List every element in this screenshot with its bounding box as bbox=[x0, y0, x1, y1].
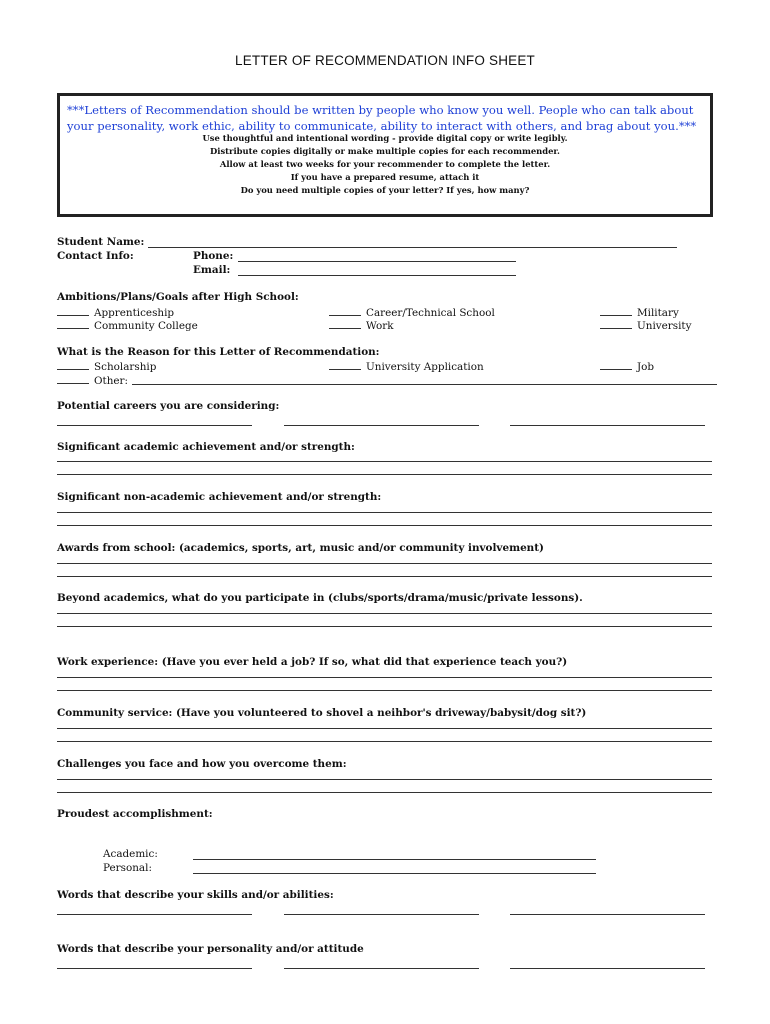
career-field[interactable] bbox=[510, 425, 705, 426]
student-name-label: Student Name: bbox=[57, 236, 145, 248]
phone-label: Phone: bbox=[193, 250, 234, 262]
career-field[interactable] bbox=[57, 425, 252, 426]
option-university[interactable] bbox=[600, 318, 691, 333]
check-blank[interactable] bbox=[57, 318, 89, 329]
answer-line[interactable] bbox=[57, 474, 712, 475]
answer-line[interactable] bbox=[57, 563, 712, 564]
instruction-line: Distribute copies digitally or make multiple copies for each recommender. bbox=[210, 146, 560, 156]
answer-line[interactable] bbox=[57, 626, 712, 627]
personality-field[interactable] bbox=[510, 968, 705, 969]
option-label: University bbox=[637, 320, 692, 332]
option-label: Job bbox=[637, 361, 655, 373]
option-label: Scholarship bbox=[94, 361, 157, 373]
option-label: University Application bbox=[366, 361, 484, 373]
instruction-line: Use thoughtful and intentional wording - provide digital copy or write legibly. bbox=[202, 133, 568, 143]
option-label: Other: bbox=[94, 375, 129, 387]
personality-field[interactable] bbox=[57, 968, 252, 969]
section-awards-heading: Awards from school: (academics, sports, art, music and/or community involvement) bbox=[57, 542, 544, 554]
personality-field[interactable] bbox=[284, 968, 479, 969]
skills-field[interactable] bbox=[510, 914, 705, 915]
career-field[interactable] bbox=[284, 425, 479, 426]
email-field[interactable] bbox=[238, 275, 516, 276]
answer-line[interactable] bbox=[57, 461, 712, 462]
check-blank[interactable] bbox=[600, 305, 632, 316]
answer-line[interactable] bbox=[57, 677, 712, 678]
section-community-heading: Community service: (Have you volunteered to shovel a neihbor's driveway/babysit/dog sit?) bbox=[57, 707, 587, 719]
skills-field[interactable] bbox=[284, 914, 479, 915]
email-label: Email: bbox=[193, 264, 231, 276]
answer-line[interactable] bbox=[57, 576, 712, 577]
student-name-field[interactable] bbox=[148, 247, 677, 248]
answer-line[interactable] bbox=[57, 779, 712, 780]
personal-accomplishment-field[interactable] bbox=[193, 873, 596, 874]
instruction-line: Do you need multiple copies of your letter? If yes, how many? bbox=[240, 185, 530, 195]
answer-line[interactable] bbox=[57, 792, 712, 793]
skills-field[interactable] bbox=[57, 914, 252, 915]
option-scholarship[interactable] bbox=[57, 359, 156, 374]
ambitions-heading: Ambitions/Plans/Goals after High School: bbox=[57, 291, 299, 303]
instruction-line: If you have a prepared resume, attach it bbox=[290, 172, 480, 182]
check-blank[interactable] bbox=[57, 305, 89, 316]
option-work[interactable] bbox=[329, 318, 394, 333]
contact-info-label: Contact Info: bbox=[57, 250, 134, 262]
check-blank[interactable] bbox=[57, 373, 89, 384]
page-title: LETTER OF RECOMMENDATION INFO SHEET bbox=[234, 53, 535, 68]
answer-line[interactable] bbox=[57, 690, 712, 691]
notice-intro: ***Letters of Recommendation should be written by people who know you well. People who can talk about your personality, work ethic, ability to communicate, ability to interact with others, and brag about you.*** bbox=[67, 103, 697, 133]
instruction-line: Allow at least two weeks for your recommender to complete the letter. bbox=[219, 159, 551, 169]
option-label: Career/Technical School bbox=[366, 307, 495, 319]
phone-field[interactable] bbox=[238, 261, 516, 262]
check-blank[interactable] bbox=[329, 318, 361, 329]
other-reason-field[interactable] bbox=[132, 384, 717, 385]
answer-line[interactable] bbox=[57, 728, 712, 729]
check-blank[interactable] bbox=[329, 305, 361, 316]
option-community-college[interactable] bbox=[57, 318, 198, 333]
answer-line[interactable] bbox=[57, 613, 712, 614]
personality-heading: Words that describe your personality and/or attitude bbox=[57, 943, 364, 955]
answer-line[interactable] bbox=[57, 525, 712, 526]
option-label: Military bbox=[637, 307, 679, 319]
option-label: Apprenticeship bbox=[94, 307, 175, 319]
notice-box bbox=[57, 93, 713, 217]
option-label: Community College bbox=[94, 320, 198, 332]
academic-label: Academic: bbox=[103, 848, 158, 860]
option-other[interactable] bbox=[57, 373, 128, 388]
careers-heading: Potential careers you are considering: bbox=[57, 400, 280, 412]
check-blank[interactable] bbox=[600, 359, 632, 370]
section-work-heading: Work experience: (Have you ever held a job? If so, what did that experience teach you?) bbox=[57, 656, 568, 668]
reason-heading: What is the Reason for this Letter of Recommendation: bbox=[57, 346, 380, 358]
option-university-application[interactable] bbox=[329, 359, 484, 374]
section-academic-heading: Significant academic achievement and/or strength: bbox=[57, 441, 355, 453]
proudest-heading: Proudest accomplishment: bbox=[57, 808, 213, 820]
check-blank[interactable] bbox=[57, 359, 89, 370]
section-non-academic-heading: Significant non-academic achievement and/or strength: bbox=[57, 491, 382, 503]
option-job[interactable] bbox=[600, 359, 654, 374]
section-activities-heading: Beyond academics, what do you participate in (clubs/sports/drama/music/private lessons). bbox=[57, 592, 583, 604]
check-blank[interactable] bbox=[600, 318, 632, 329]
answer-line[interactable] bbox=[57, 741, 712, 742]
skills-heading: Words that describe your skills and/or abilities: bbox=[57, 889, 334, 901]
answer-line[interactable] bbox=[57, 512, 712, 513]
check-blank[interactable] bbox=[329, 359, 361, 370]
personal-label: Personal: bbox=[103, 862, 152, 874]
section-challenges-heading: Challenges you face and how you overcome them: bbox=[57, 758, 347, 770]
academic-accomplishment-field[interactable] bbox=[193, 859, 596, 860]
option-label: Work bbox=[366, 320, 394, 332]
